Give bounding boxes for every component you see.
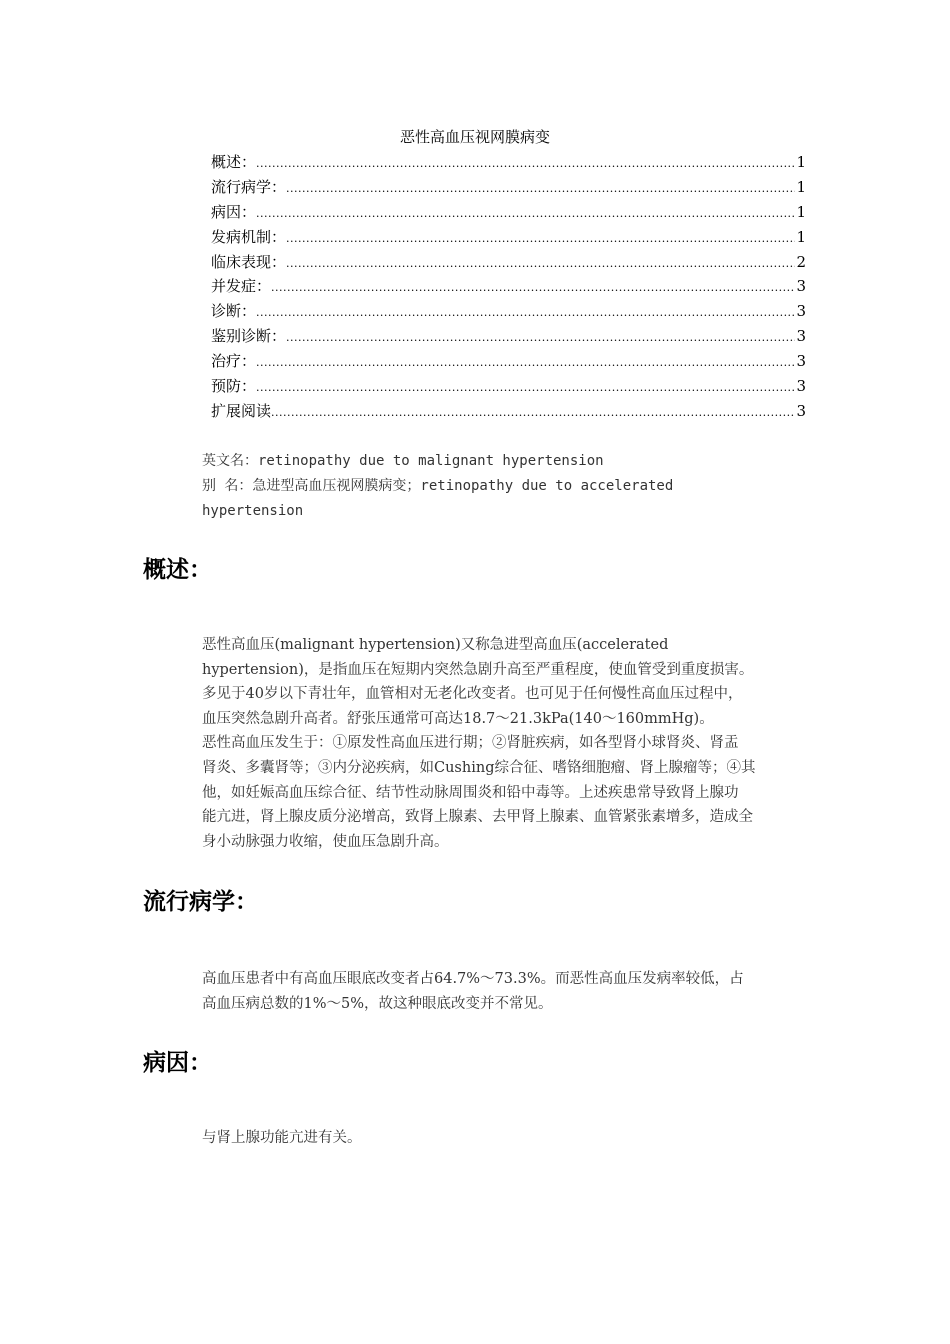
etiology-body [202,1126,822,1151]
toc-entry-label: 治疗： [211,352,257,371]
toc-leader-dots [256,152,795,177]
toc-entry[interactable] [211,399,806,424]
toc-entry-label: 预防： [211,377,257,396]
toc-entry[interactable] [211,175,806,200]
epidemiology-text-line: 高血压病总数的1%～5%，故这种眼底改变并不常见。 [202,995,553,1012]
section-heading-epidemiology: 流行病学： [143,889,258,915]
overview-text-line: 肾炎、多囊肾等；③内分泌疾病，如Cushing综合征、嗜铬细胞瘤、肾上腺瘤等；④其 [202,759,756,776]
toc-leader-dots [286,177,795,202]
alias-line: 别 名：急进型高血压视网膜病变；retinopathy due to accelerated [202,478,674,494]
toc-entry[interactable] [211,374,806,399]
toc-entry-label: 发病机制： [211,227,287,246]
alias-line: hypertension [202,503,304,519]
toc-entry-label: 扩展阅读 [211,401,272,420]
toc-leader-dots [256,301,795,326]
toc-entry-label: 并发症： [211,277,272,296]
toc-entry-page: 3 [796,401,806,420]
toc-entry-page: 1 [796,202,806,221]
english-name: 英文名：retinopathy due to malignant hypertension [202,453,604,469]
toc-leader-dots [286,326,795,351]
toc-entry-label: 鉴别诊断： [211,327,287,346]
toc-entry-page: 1 [796,153,806,171]
toc-leader-dots [286,252,795,277]
overview-text-line: 恶性高血压(malignant hypertension)又称急进型高血压(accelerated [202,637,669,653]
toc-entry-page: 3 [796,327,806,346]
toc-entry[interactable] [211,349,806,374]
toc-entry-label: 诊断： [211,302,257,321]
overview-text-line: 多见于40岁以下青壮年，血管相对无老化改变者。也可见于任何慢性高血压过程中， [202,686,743,703]
toc-entry-page: 1 [796,227,806,246]
toc-leader-dots [256,376,795,401]
toc-entry[interactable] [211,250,806,275]
table-of-contents [211,150,806,424]
overview-text-line: 能亢进，肾上腺皮质分泌增高，致肾上腺素、去甲肾上腺素、血管紧张素增多，造成全 [202,809,753,826]
section-heading-overview: 概述： [143,557,212,583]
toc-entry-label: 概述： [211,153,257,171]
overview-text-line: 身小动脉强力收缩，使血压急剧升高。 [202,833,449,850]
toc-entry-page: 3 [796,302,806,321]
toc-entry[interactable] [211,324,806,349]
toc-leader-dots [256,351,795,376]
toc-entry-page: 3 [796,377,806,396]
document-title: 恶性高血压视网膜病变 [399,128,550,146]
name-info [202,449,802,524]
section-heading-etiology: 病因： [143,1050,212,1076]
toc-entry-label: 临床表现： [211,252,287,271]
toc-entry-page: 2 [796,252,806,271]
etiology-text-line: 与肾上腺功能亢进有关。 [202,1130,362,1146]
overview-text-line: hypertension)，是指血压在短期内突然急剧升高至严重程度，使血管受到重度损害。 [202,661,754,678]
toc-entry-label: 流行病学： [211,177,287,196]
toc-entry[interactable] [211,299,806,324]
toc-entry[interactable] [211,150,806,175]
toc-entry[interactable] [211,225,806,250]
toc-entry-page: 1 [796,177,806,196]
toc-leader-dots [271,401,795,426]
toc-entry-page: 3 [796,352,806,371]
overview-text-line: 他，如妊娠高血压综合征、结节性动脉周围炎和铅中毒等。上述疾患常导致肾上腺功 [202,784,739,801]
toc-entry[interactable] [211,274,806,299]
toc-leader-dots [256,202,795,227]
overview-text-line: 血压突然急剧升高者。舒张压通常可高达18.7～21.3kPa(140～160mmHg)。 [202,710,714,727]
epidemiology-body [202,967,822,1016]
overview-body [202,633,822,854]
toc-leader-dots [286,227,795,252]
toc-entry-page: 3 [796,277,806,296]
toc-leader-dots [271,276,795,301]
overview-text-line: 恶性高血压发生于：①原发性高血压进行期；②肾脏疾病，如各型肾小球肾炎、肾盂 [202,735,739,752]
toc-entry-label: 病因： [211,202,257,221]
epidemiology-text-line: 高血压患者中有高血压眼底改变者占64.7%～73.3%。而恶性高血压发病率较低，占 [202,971,744,987]
toc-entry[interactable] [211,200,806,225]
